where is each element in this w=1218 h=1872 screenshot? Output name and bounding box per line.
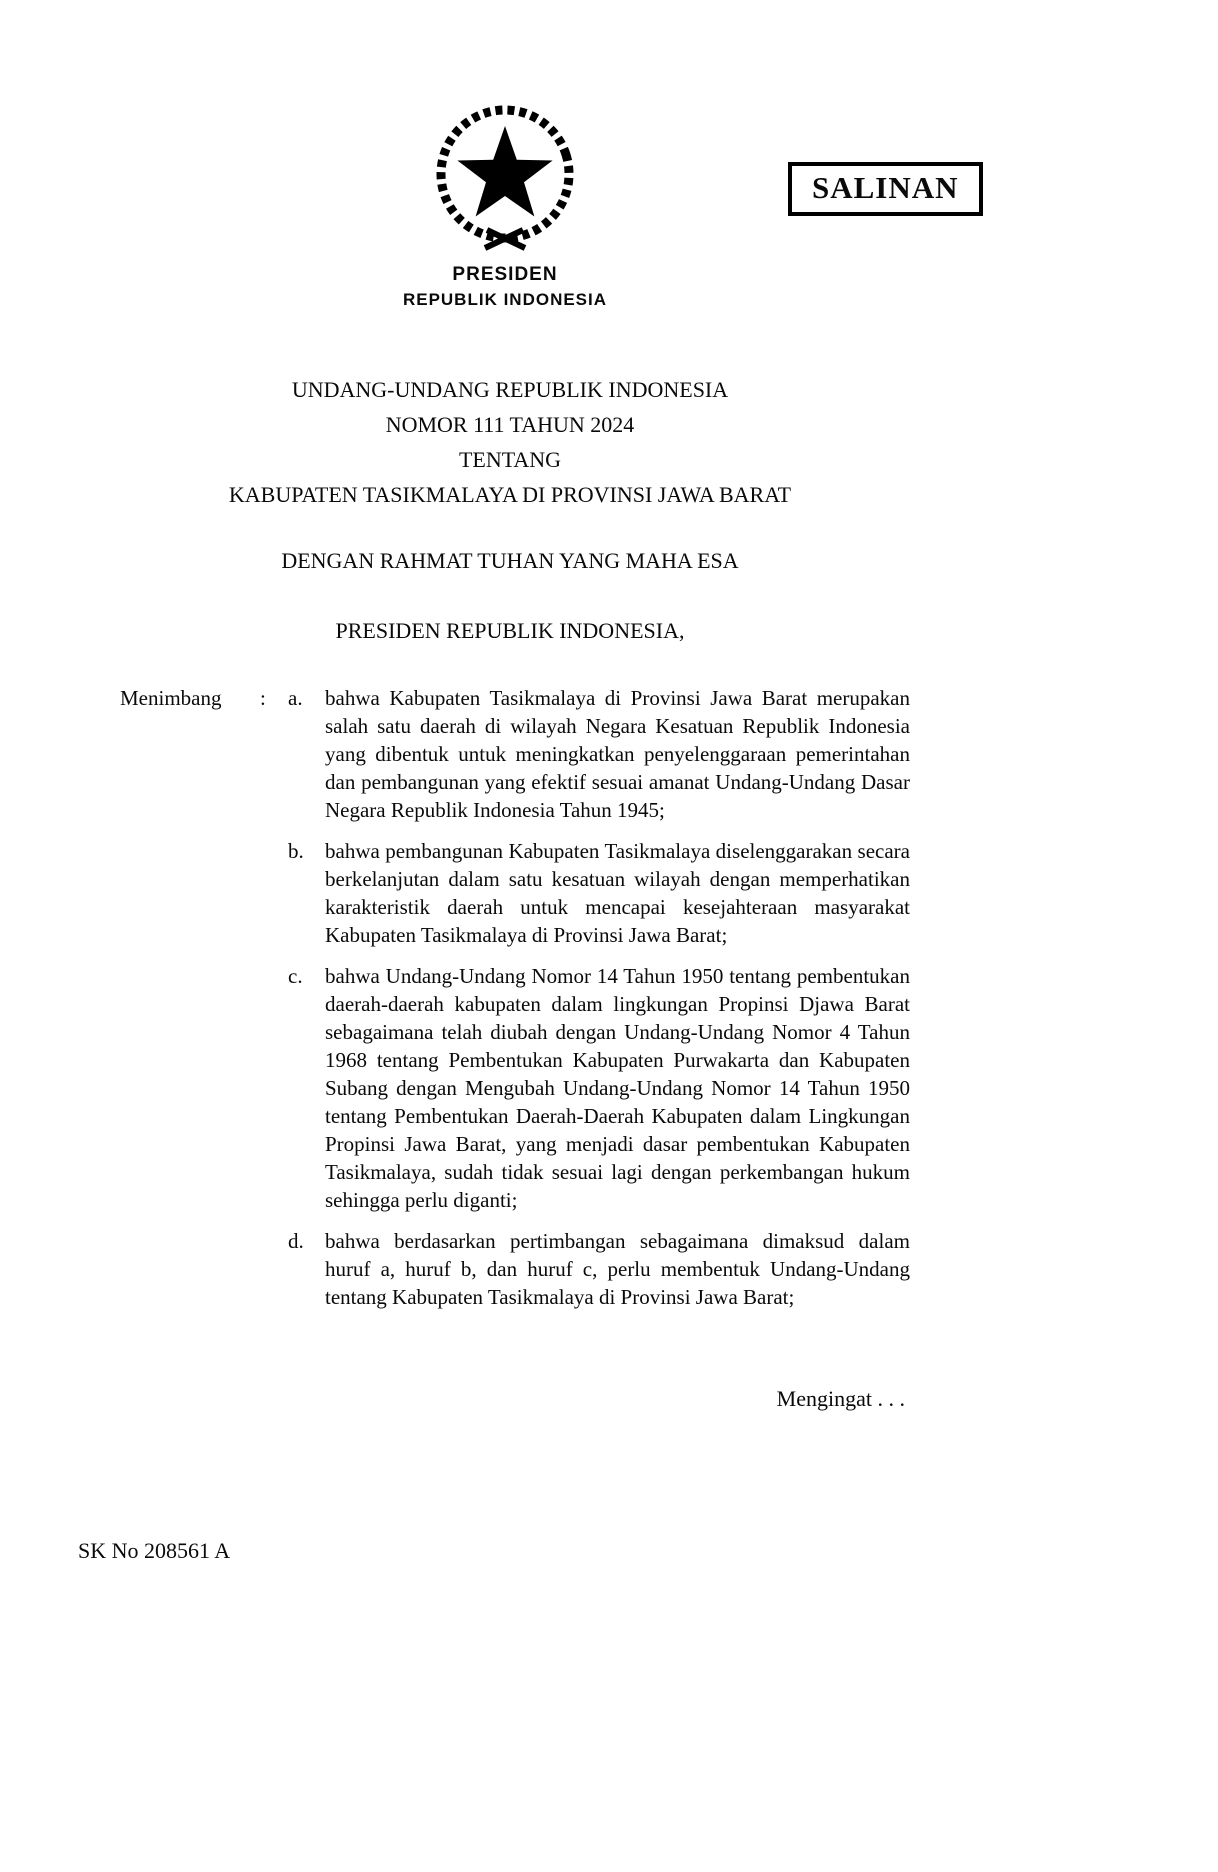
catchword-mengingat: Mengingat . . . (776, 1386, 905, 1411)
title-line-4: KABUPATEN TASIKMALAYA DI PROVINSI JAWA BARAT (228, 482, 792, 507)
item-marker: d. (288, 1229, 304, 1253)
considering-item-d (288, 1227, 910, 1311)
salutation-line: PRESIDEN REPUBLIK INDONESIA, (335, 618, 685, 643)
national-emblem-icon (420, 96, 590, 256)
considering-item-a (288, 684, 910, 824)
item-text: bahwa Kabupaten Tasikmalaya di Provinsi Jawa Barat merupakan salah satu daerah di wilayah Negara Kesatuan Republik Indonesia yang dibentuk untuk meningkatkan penyelenggaraan pemerintahan dan pembangunan yang efektif sesuai amanat Undang-Undang Dasar Negara Republik Indonesia Tahun 1945; (325, 686, 910, 822)
document-title (0, 372, 1020, 512)
letterhead-republik-indonesia: REPUBLIK INDONESIA (402, 290, 608, 309)
considering-item-c (288, 962, 910, 1214)
considering-separator: : (260, 686, 266, 710)
letterhead (0, 262, 1010, 312)
considering-section (120, 684, 910, 1311)
salinan-stamp-label: SALINAN (812, 170, 959, 205)
item-text: bahwa Undang-Undang Nomor 14 Tahun 1950 tentang pembentukan daerah-daerah kabupaten dalam lingkungan Propinsi Djawa Barat sebagaimana telah diubah dengan Undang-Undang Nomor 4 Tahun 1968 tentang Pembentukan Kabupaten Purwakarta dan Kabupaten Subang dengan Mengubah Undang-Undang Nomor 14 Tahun 1950 tentang Pembentukan Daerah-Daerah Kabupaten dalam Lingkungan Propinsi Jawa Barat, yang menjadi dasar pembentukan Kabupaten Tasikmalaya, sudah tidak sesuai lagi dengan perkembangan hukum sehingga perlu diganti; (325, 964, 910, 1212)
considering-items (288, 684, 910, 1311)
item-marker: b. (288, 839, 304, 863)
item-marker: c. (288, 964, 303, 988)
salinan-stamp (788, 162, 983, 216)
title-line-2: NOMOR 111 TAHUN 2024 (385, 412, 635, 437)
item-text: bahwa berdasarkan pertimbangan sebagaimana dimaksud dalam huruf a, huruf b, dan huruf c, perlu membentuk Undang-Undang tentang Kabupaten Tasikmalaya di Provinsi Jawa Barat; (325, 1229, 910, 1309)
letterhead-presiden: PRESIDEN (452, 264, 558, 285)
footer-document-code: SK No 208561 A (78, 1538, 231, 1563)
considering-label: Menimbang (120, 686, 222, 710)
item-marker: a. (288, 686, 303, 710)
item-text: bahwa pembangunan Kabupaten Tasikmalaya diselenggarakan secara berkelanjutan dalam satu kesatuan wilayah dengan memperhatikan karakteristik daerah untuk mencapai kesejahteraan masyarakat Kabupaten Tasikmalaya di Provinsi Jawa Barat; (325, 839, 910, 947)
considering-item-b (288, 837, 910, 949)
invocation-line: DENGAN RAHMAT TUHAN YANG MAHA ESA (281, 548, 739, 573)
title-line-3: TENTANG (458, 447, 562, 472)
title-line-1: UNDANG-UNDANG REPUBLIK INDONESIA (291, 377, 729, 402)
